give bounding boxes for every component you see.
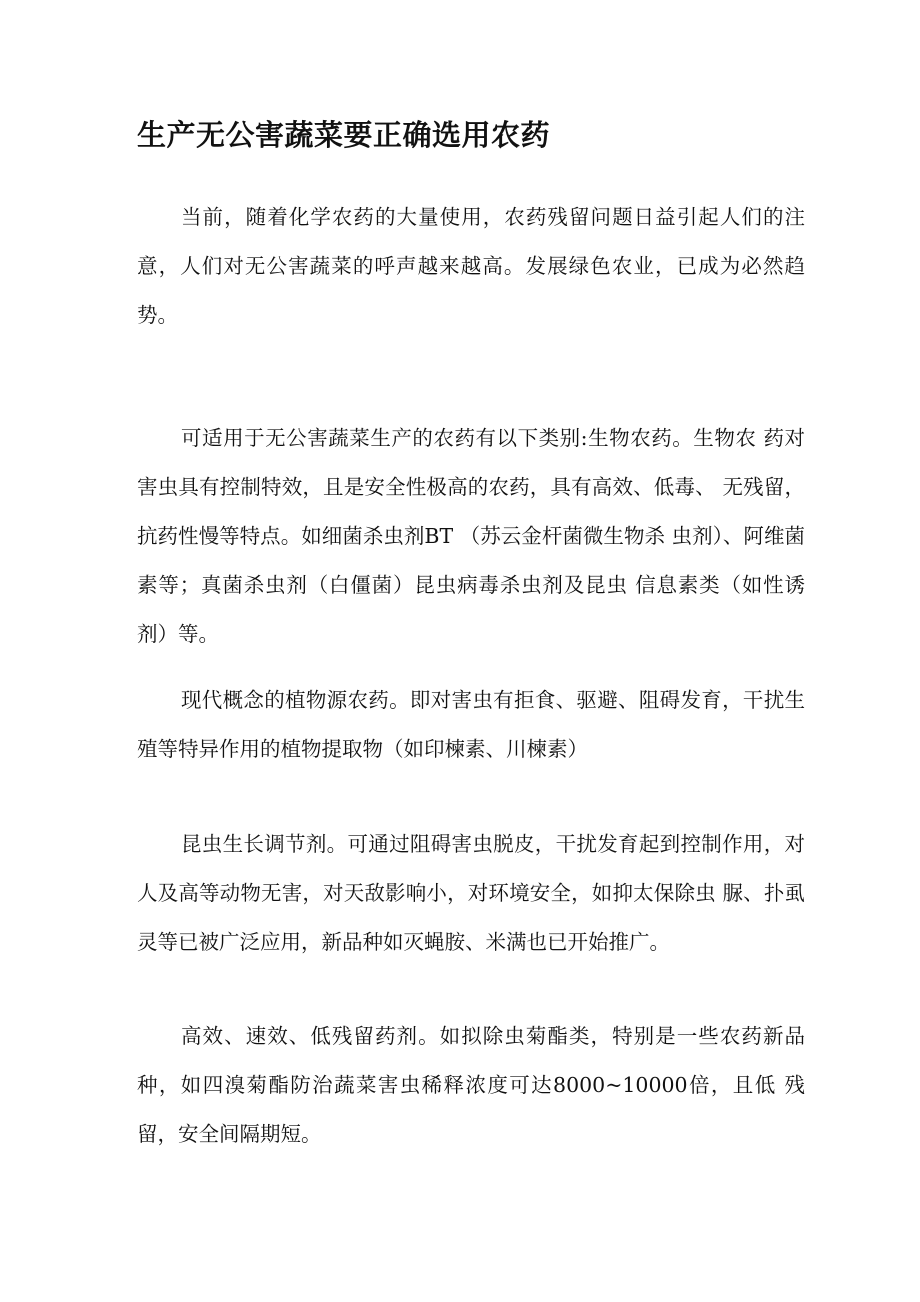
paragraph-current-situation: 当前，随着化学农药的大量使用，农药残留问题日益引起人们的注意，人们对无公害蔬菜的呼声越来越高。发展绿色农业，已成为必然趋势。 — [137, 205, 805, 327]
paragraph-low-residue-agents: 高效、速效、低残留药剂。如拟除虫菊酯类，特别是一些农药新品种，如四溴菊酯防治蔬菜害虫稀释浓度可达8000~10000倍，且低 残留，安全间隔期短。 — [137, 1024, 805, 1146]
paragraph-biological-pesticides: 可适用于无公害蔬菜生产的农药有以下类别:生物农药。生物农 药对害虫具有控制特效，且是安全性极高的农药，具有高效、低毒、 无残留，抗药性慢等特点。如细菌杀虫剂BT （苏云金杆菌微生物杀 虫剂）、阿维菌素等；真菌杀虫剂（白僵菌）昆虫病毒杀虫剂及昆虫 信息素类（如性诱剂）等。 — [137, 426, 805, 646]
paragraph-botanical-pesticides: 现代概念的植物源农药。即对害虫有拒食、驱避、阻碍发育，干扰生殖等特异作用的植物提取物（如印楝素、川楝素） — [137, 688, 805, 761]
document-title: 生产无公害蔬菜要正确选用农药 — [137, 118, 551, 152]
paragraph-growth-regulators: 昆虫生长调节剂。可通过阻碍害虫脱皮，干扰发育起到控制作用，对人及高等动物无害，对天敌影响小，对环境安全，如抑太保除虫 脲、扑虱灵等已被广泛应用，新品种如灭蝇胺、米满也已开始推广。 — [137, 832, 805, 954]
